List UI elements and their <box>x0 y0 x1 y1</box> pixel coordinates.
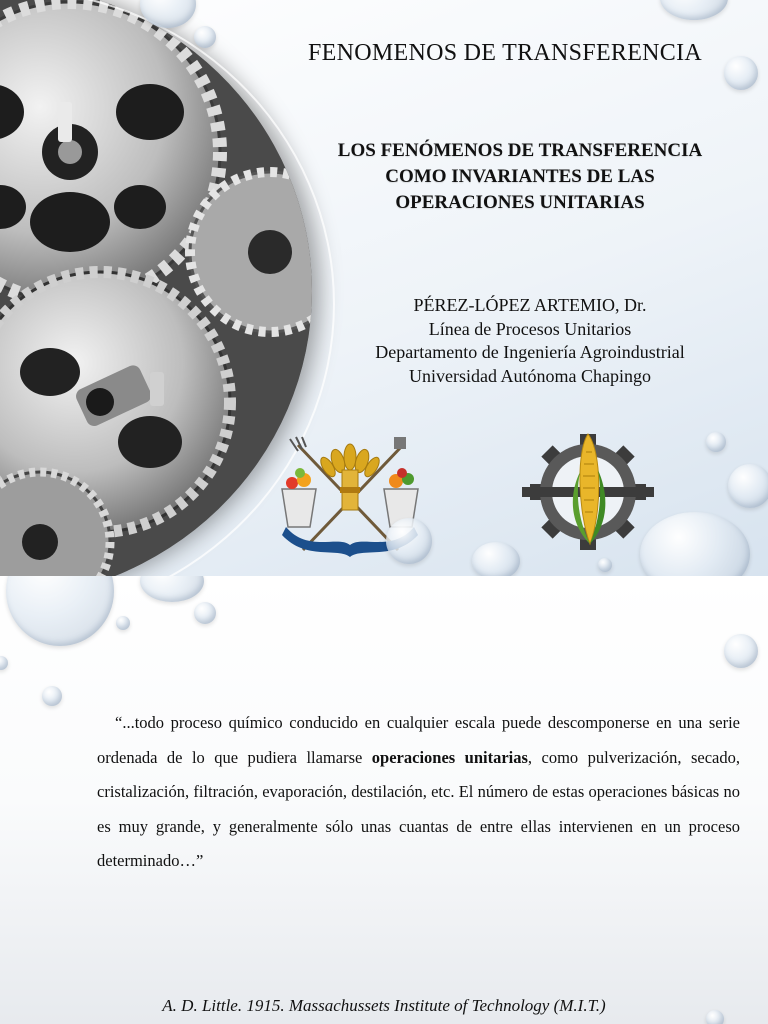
water-drop-decoration <box>140 576 204 602</box>
research-line: Línea de Procesos Unitarios <box>428 318 632 339</box>
department-name: Departamento de Ingeniería Agroindustrial <box>375 342 685 362</box>
presentation-subtitle <box>310 138 730 216</box>
water-drop-decoration <box>194 602 216 624</box>
water-drop-decoration <box>472 542 520 576</box>
quote-citation: A. D. Little. 1915. Massachussets Institute of Technology (M.I.T.) <box>162 996 606 1015</box>
water-drop-decoration <box>0 656 8 670</box>
water-drop-decoration <box>598 558 612 572</box>
water-drop-decoration <box>724 634 758 668</box>
author-info <box>320 294 740 388</box>
university-name: Universidad Autónoma Chapingo <box>409 365 651 386</box>
water-drop-decoration <box>660 0 728 20</box>
quote-emphasis: operaciones unitarias <box>371 747 528 767</box>
subtitle-line: OPERACIONES UNITARIAS <box>395 192 645 213</box>
quote-part: “...todo proceso químico conducido en cualquier escala puede descomponerse en una serie ordenada de lo que pudiera llamarse <box>97 713 740 767</box>
water-drop-decoration <box>724 56 758 90</box>
water-drop-decoration <box>42 686 62 706</box>
water-drop-decoration <box>6 576 114 646</box>
chapingo-gear-corn-icon <box>520 430 660 560</box>
subtitle-line: COMO INVARIANTES DE LAS <box>385 166 655 187</box>
water-drop-decoration <box>194 26 216 48</box>
water-drop-decoration <box>386 518 432 564</box>
quote-part: , como pulverización, secado, cristalización, filtración, evaporación, destilación, etc. El número de estas operaciones básicas no es muy grande, y generalmente sólo unas cuantas de entre ellas intervienen en un proceso determinado…” <box>97 747 741 870</box>
author-name: PÉREZ-LÓPEZ ARTEMIO, Dr. <box>413 295 647 315</box>
subtitle-line: LOS FENÓMENOS DE TRANSFERENCIA <box>337 140 703 161</box>
quote-slide <box>0 576 768 1024</box>
water-drop-decoration <box>728 464 768 508</box>
water-drop-decoration <box>116 616 130 630</box>
water-drop-decoration <box>706 432 726 452</box>
quote-text <box>97 706 740 879</box>
presentation-title: FENOMENOS DE TRANSFERENCIA <box>307 40 703 66</box>
